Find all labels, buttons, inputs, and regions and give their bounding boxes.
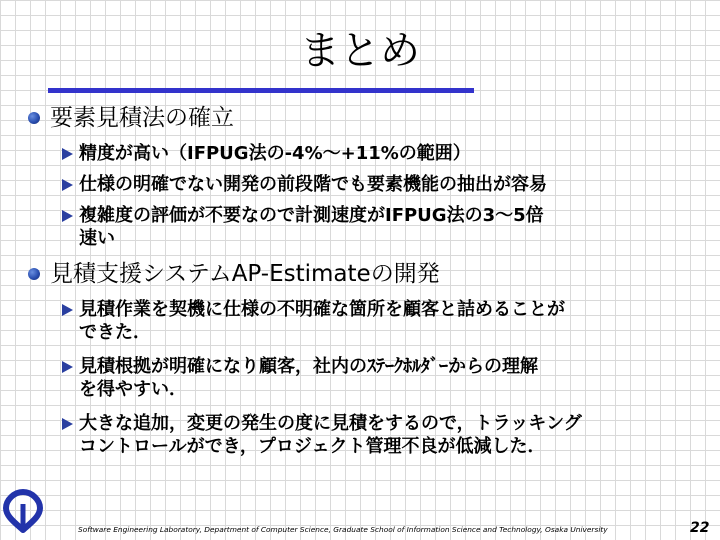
slide-title: まとめ (300, 28, 420, 74)
university-logo-icon (2, 488, 44, 534)
page-number: 22 (690, 520, 710, 536)
list-item (62, 355, 702, 401)
list-item-text: 見積作業を契機に仕様の不明確な箇所を顧客と詰めることが できた． (79, 299, 565, 343)
list-item (62, 142, 702, 165)
round-bullet-icon (28, 112, 40, 124)
list-item (62, 298, 702, 344)
section-heading-2-label: 見積支援システムAP-Estimateの開発 (50, 261, 440, 287)
triangle-bullet-icon (62, 418, 73, 430)
list-item-text: 大きな追加，変更の発生の度に見積をするので，トラッキング コントロールができ，プロジェクト管理不良が低減した． (79, 413, 582, 457)
triangle-bullet-icon (62, 210, 73, 222)
triangle-bullet-icon (62, 148, 73, 160)
triangle-bullet-icon (62, 304, 73, 316)
round-bullet-icon (28, 268, 40, 280)
section-heading-1-label: 要素見積法の確立 (50, 105, 234, 131)
list-item (62, 412, 702, 458)
list-item-text: 見積根拠が明確になり顧客，社内のｽﾃｰｸﾎﾙﾀﾞｰからの理解 を得やすい． (79, 356, 538, 400)
footer-text: Software Engineering Laboratory, Department of Computer Science, Graduate School of Information Science and Technology, Osaka University (78, 525, 608, 534)
list-item-text: 複雑度の評価が不要なので計測速度がIFPUG法の3～5倍 速い (79, 205, 544, 249)
triangle-bullet-icon (62, 179, 73, 191)
list-item-text: 仕様の明確でない開発の前段階でも要素機能の抽出が容易 (79, 174, 547, 195)
section-heading-1 (28, 103, 234, 133)
list-item-text: 精度が高い（IFPUG法の-4%～+11%の範囲） (79, 143, 471, 164)
list-item (62, 204, 702, 250)
title-underline (48, 88, 474, 93)
triangle-bullet-icon (62, 361, 73, 373)
list-item (62, 173, 702, 196)
section-heading-2 (28, 259, 440, 289)
